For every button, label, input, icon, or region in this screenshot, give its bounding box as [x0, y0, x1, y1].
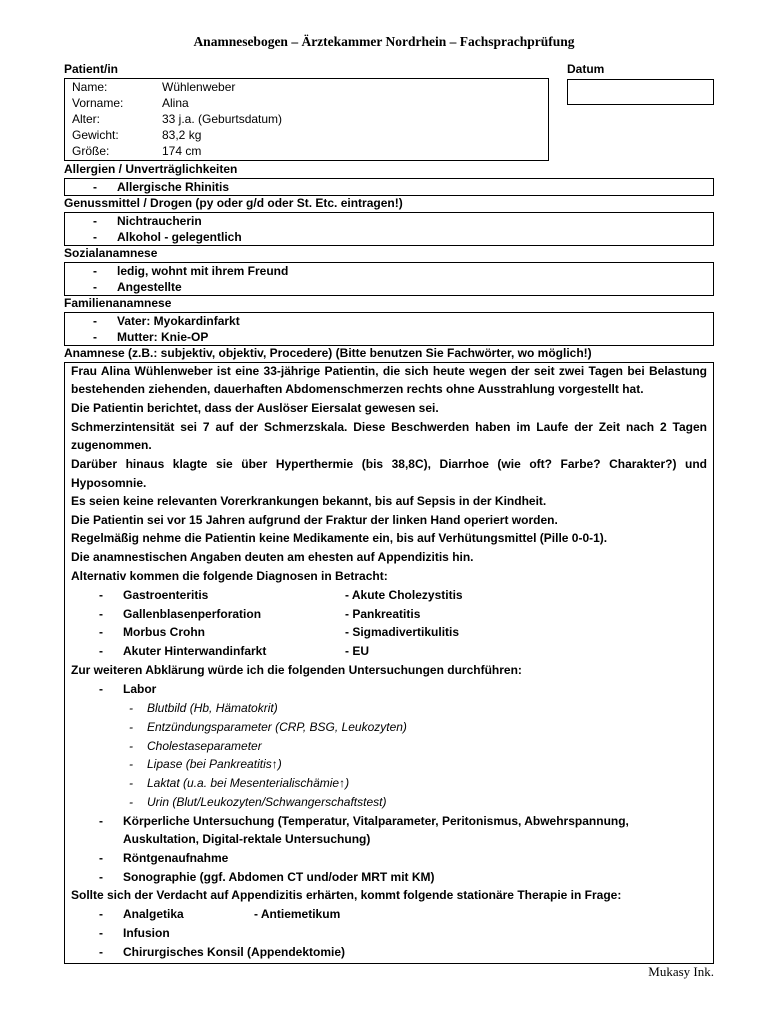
anamnese-box: Frau Alina Wühlenweber ist eine 33-jährige Patientin, die sich heute wegen der seit zwei Tagen bei Belastung bestehenden ziehenden, dauerhaften Abdomenschmerzen rechts ohne Ausstrahlung vorgestellt hat. Die Patientin berichtet, dass der Auslöser Eiersalat gewesen sei. Schmerzintensität sei 7 auf der Schmerzskala. Diese Beschwerden haben im Laufe der Zeit nach 2 Tagen zugenommen. Darüber hinaus klagte sie über Hyperthermie (bis 38,8C), Diarrhoe (wie oft? Farbe? Charakter?) und Hyposomnie. Es seien keine relevanten Vorerkrankungen bekannt, bis auf Sepsis in der Kindheit. Die Patientin sei vor 15 Jahren aufgrund der Fraktur der linken Hand operiert worden. Regelmäßig nehme die Patientin keine Medikamente ein, bis auf Verhütungsmittel (Pille 0-0-1). Die anamnestischen Angaben deuten am ehesten auf Appendizitis hin. Alternativ kommen die folgende Diagnosen in Betracht: - Gastroenteritis - Akute Cholezystitis - Gallenblasenperforation - Pankreatitis - Morbus Crohn - Sigmadivertikulitis - Akuter Hinterwandinfarkt - EU Zur weiteren Abklärung würde ich die folgenden Untersuchungen durchführen: - Labor - Blutbild (Hb, Hämatokrit) - Entzündungsparameter (CRP, BSG, Leukozyten) - Cholestaseparameter - Lipase (bei Pankreatitis↑) - Laktat (u.a. bei Mesenterialischämie↑) - Urin (Blut/Leukozyten/Schwangerschaftstest) - Körperliche Untersuchung (Temperatur, Vitalparameter, Peritonismus, Abwehrspannung, Auskultation, Digital-rektale Untersuchung) - Röntgenaufnahme - Sonographie (ggf. Abdomen CT und/oder MRT mit KM) Sollte sich der Verdacht auf Appendizitis erhärten, kommt folgende stationäre Therapie in Frage: - Analgetika - Antiemetikum - Infusion - Chirurgisches Konsil (Appendektomie) — [64, 362, 714, 964]
text-line: Schmerzintensität sei 7 auf der Schmerzskala. Diese Beschwerden haben im Laufe der Zeit nach 2 Tagen — [71, 420, 707, 434]
labor-item: - Entzündungsparameter (CRP, BSG, Leukozyten) — [129, 720, 407, 734]
field-key: Alter: — [72, 112, 101, 126]
labor-item: - Blutbild (Hb, Hämatokrit) — [129, 701, 278, 715]
date-label: Datum — [567, 62, 605, 76]
text-line: Darüber hinaus klagte sie über Hyperthermie (bis 38,8C), Diarrhoe (wie oft? Farbe? Charakter?) und — [71, 457, 707, 471]
labor-item: - Lipase (bei Pankreatitis↑) — [129, 757, 282, 771]
text-line: Sollte sich der Verdacht auf Appendizitis erhärten, kommt folgende stationäre Therapie in Frage: — [71, 888, 622, 902]
field-key: Gewicht: — [72, 128, 119, 142]
text-line: Hyposomnie. — [71, 476, 147, 490]
footer-signature: Mukasy Ink. — [648, 964, 714, 979]
text-line: Die anamnestischen Angaben deuten am ehesten auf Appendizitis hin. — [71, 550, 474, 564]
labor-item: - Urin (Blut/Leukozyten/Schwangerschaftstest) — [129, 795, 387, 809]
field-key: Vorname: — [72, 96, 124, 110]
field-value: 83,2 kg — [162, 128, 202, 142]
patient-box — [64, 78, 549, 161]
genuss-label: Genussmittel / Drogen (py oder g/d oder St. Etc. eintragen!) — [64, 196, 403, 210]
text-line: Regelmäßig nehme die Patientin keine Medikamente ein, bis auf Verhütungsmittel (Pille 0-0-1). — [71, 531, 608, 545]
labor-item: - Cholestaseparameter — [129, 739, 262, 753]
date-field[interactable] — [567, 79, 714, 105]
field-value: Wühlenweber — [162, 80, 236, 94]
field-value: 174 cm — [162, 144, 202, 158]
text-line: Alternativ kommen die folgende Diagnosen in Betracht: — [71, 569, 388, 583]
allergies-box: - Allergische Rhinitis — [64, 178, 714, 196]
page-title: Anamnesebogen – Ärztekammer Nordrhein – Fachsprachprüfung — [193, 34, 575, 49]
text-line: Es seien keine relevanten Vorerkrankungen bekannt, bis auf Sepsis in der Kindheit. — [71, 494, 547, 508]
text-line: Frau Alina Wühlenweber ist eine 33-jährige Patientin, die sich heute wegen der seit zwei Tagen bei Belastung — [71, 364, 707, 378]
familie-label: Familienanamnese — [64, 296, 172, 310]
sozial-label: Sozialanamnese — [64, 246, 158, 260]
familie-box: - Vater: Myokardinfarkt - Mutter: Knie-OP — [64, 312, 714, 346]
field-key: Name: — [72, 80, 108, 94]
genuss-box: - Nichtraucherin - Alkohol - gelegentlich — [64, 212, 714, 246]
text-line: Die Patientin sei vor 15 Jahren aufgrund der Fraktur der linken Hand operiert worden. — [71, 513, 558, 527]
anamnese-label: Anamnese (z.B.: subjektiv, objektiv, Procedere) (Bitte benutzen Sie Fachwörter, wo möglich!) — [64, 346, 592, 360]
sozial-box: - ledig, wohnt mit ihrem Freund - Angestellte — [64, 262, 714, 296]
labor-item: - Laktat (u.a. bei Mesenterialischämie↑) — [129, 776, 350, 790]
text-line: Zur weiteren Abklärung würde ich die folgenden Untersuchungen durchführen: — [71, 663, 522, 677]
field-value: 33 j.a. (Geburtsdatum) — [162, 112, 283, 126]
field-key: Größe: — [72, 144, 110, 158]
field-value: Alina — [162, 96, 189, 110]
allergies-label: Allergien / Unverträglichkeiten — [64, 162, 238, 176]
patient-label: Patient/in — [64, 62, 119, 76]
text-line: Die Patientin berichtet, dass der Auslöser Eiersalat gewesen sei. — [71, 401, 439, 415]
text-line: bestehenden ziehenden, dauerhaften Abdomenschmerzen rechts ohne Ausstrahlung vorgestellt hat. — [71, 382, 644, 396]
text-line: zugenommen. — [71, 438, 152, 452]
